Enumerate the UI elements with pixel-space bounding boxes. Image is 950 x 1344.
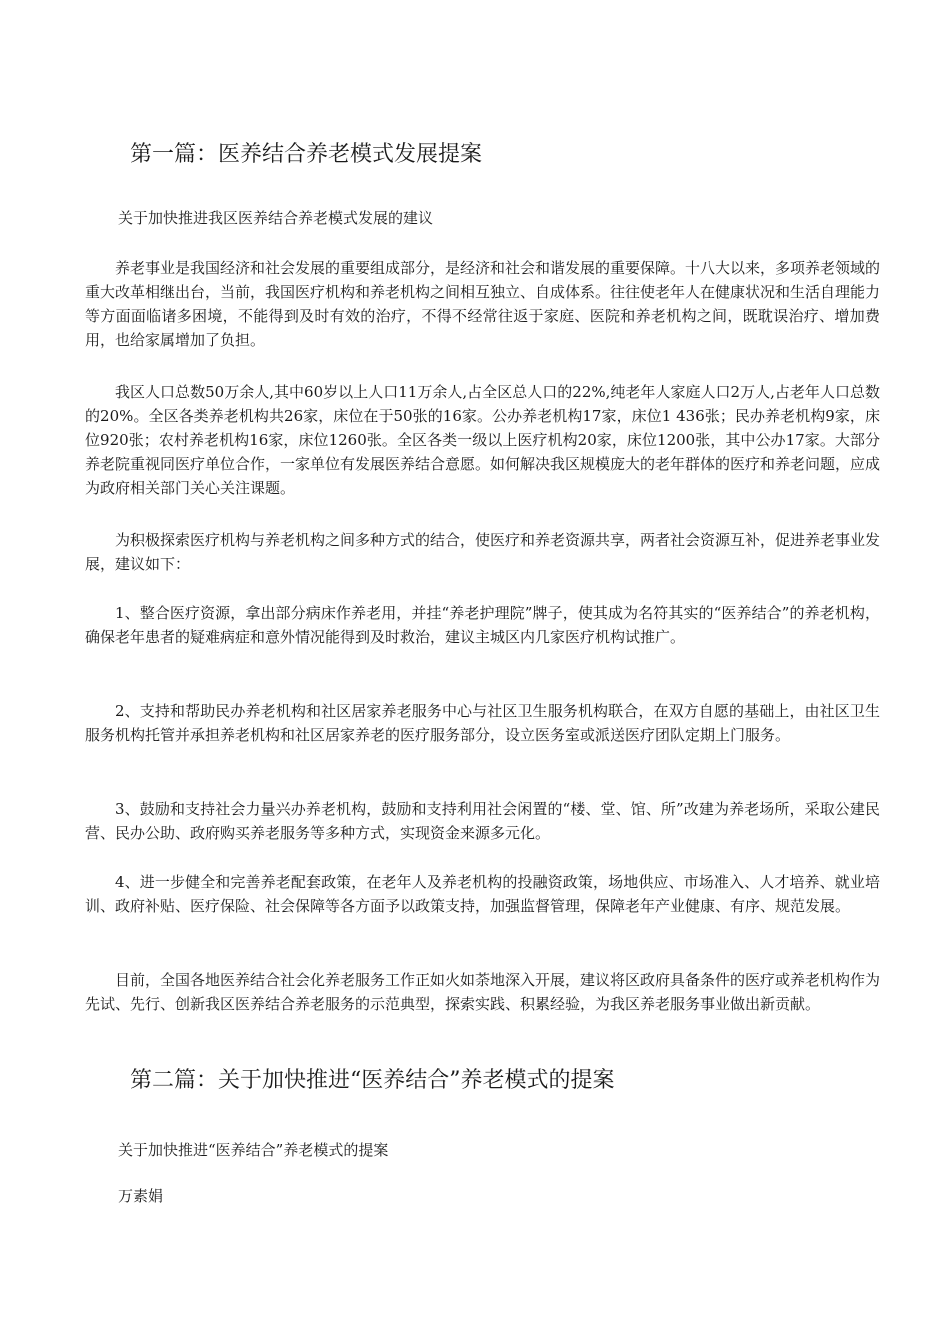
article1-paragraph-2: 我区人口总数50万余人,其中60岁以上人口11万余人,占全区总人口的22%,纯老年人家庭人口2万人,占老年人口总数的20%。全区各类养老机构共26家，床位在于50张的16家。公办养老机构17家，床位1 436张；民办养老机构9家，床位920张；农村养老机构16家，床位1260张。全区各类一级以上医疗机构20家，床位1200张，其中公办17家。大部分养老院重视同医疗单位合作，一家单位有发展医养结合意愿。如何解决我区规模庞大的老年群体的医疗和养老问题，应成为政府相关部门关心关注课题。 bbox=[85, 383, 881, 497]
article2-subtitle: 关于加快推进“医养结合”养老模式的提案 bbox=[118, 1141, 389, 1159]
article1-conclusion: 目前，全国各地医养结合社会化养老服务工作正如火如荼地深入开展，建议将区政府具备条件的医疗或养老机构作为先试、先行、创新我区医养结合养老服务的示范典型，探索实践、积累经验，为我区养老服务事业做出新贡献。 bbox=[85, 971, 881, 1013]
article1-title: 第一篇：医养结合养老模式发展提案 bbox=[130, 142, 483, 167]
article1-paragraph-1: 养老事业是我国经济和社会发展的重要组成部分，是经济和社会和谐发展的重要保障。十八大以来，多项养老领域的重大改革相继出台，当前，我国医疗机构和养老机构之间相互独立、自成体系。往往使老年人在健康状况和生活自理能力等方面面临诸多困境，不能得到及时有效的治疗，不得不经常往返于家庭、医院和养老机构之间，既耽误治疗、增加费用，也给家属增加了负担。 bbox=[85, 259, 881, 349]
article1-suggestion-1: 1、整合医疗资源，拿出部分病床作养老用，并挂“养老护理院”牌子，使其成为名符其实的“医养结合”的养老机构，确保老年患者的疑难病症和意外情况能得到及时救治，建议主城区内几家医疗机构试推广。 bbox=[85, 604, 880, 646]
article1-suggestion-2: 2、支持和帮助民办养老机构和社区居家养老服务中心与社区卫生服务机构联合，在双方自愿的基础上，由社区卫生服务机构托管并承担养老机构和社区居家养老的医疗服务部分，设立医务室或派送医疗团队定期上门服务。 bbox=[85, 702, 880, 744]
article2-author: 万素娟 bbox=[118, 1187, 164, 1205]
article1-paragraph-3: 为积极探索医疗机构与养老机构之间多种方式的结合，使医疗和养老资源共享，两者社会资源互补，促进养老事业发展，建议如下： bbox=[85, 531, 881, 573]
article1-suggestion-3: 3、鼓励和支持社会力量兴办养老机构，鼓励和支持利用社会闲置的“楼、堂、馆、所”改建为养老场所，采取公建民营、民办公助、政府购买养老服务等多种方式，实现资金来源多元化。 bbox=[85, 800, 880, 842]
article2-title: 第二篇：关于加快推进“医养结合”养老模式的提案 bbox=[130, 1068, 615, 1093]
article1-subtitle: 关于加快推进我区医养结合养老模式发展的建议 bbox=[118, 209, 434, 227]
article1-suggestion-4: 4、进一步健全和完善养老配套政策，在老年人及养老机构的投融资政策，场地供应、市场准入、人才培养、就业培训、政府补贴、医疗保险、社会保障等各方面予以政策支持，加强监督管理，保障老年产业健康、有序、规范发展。 bbox=[85, 873, 880, 915]
